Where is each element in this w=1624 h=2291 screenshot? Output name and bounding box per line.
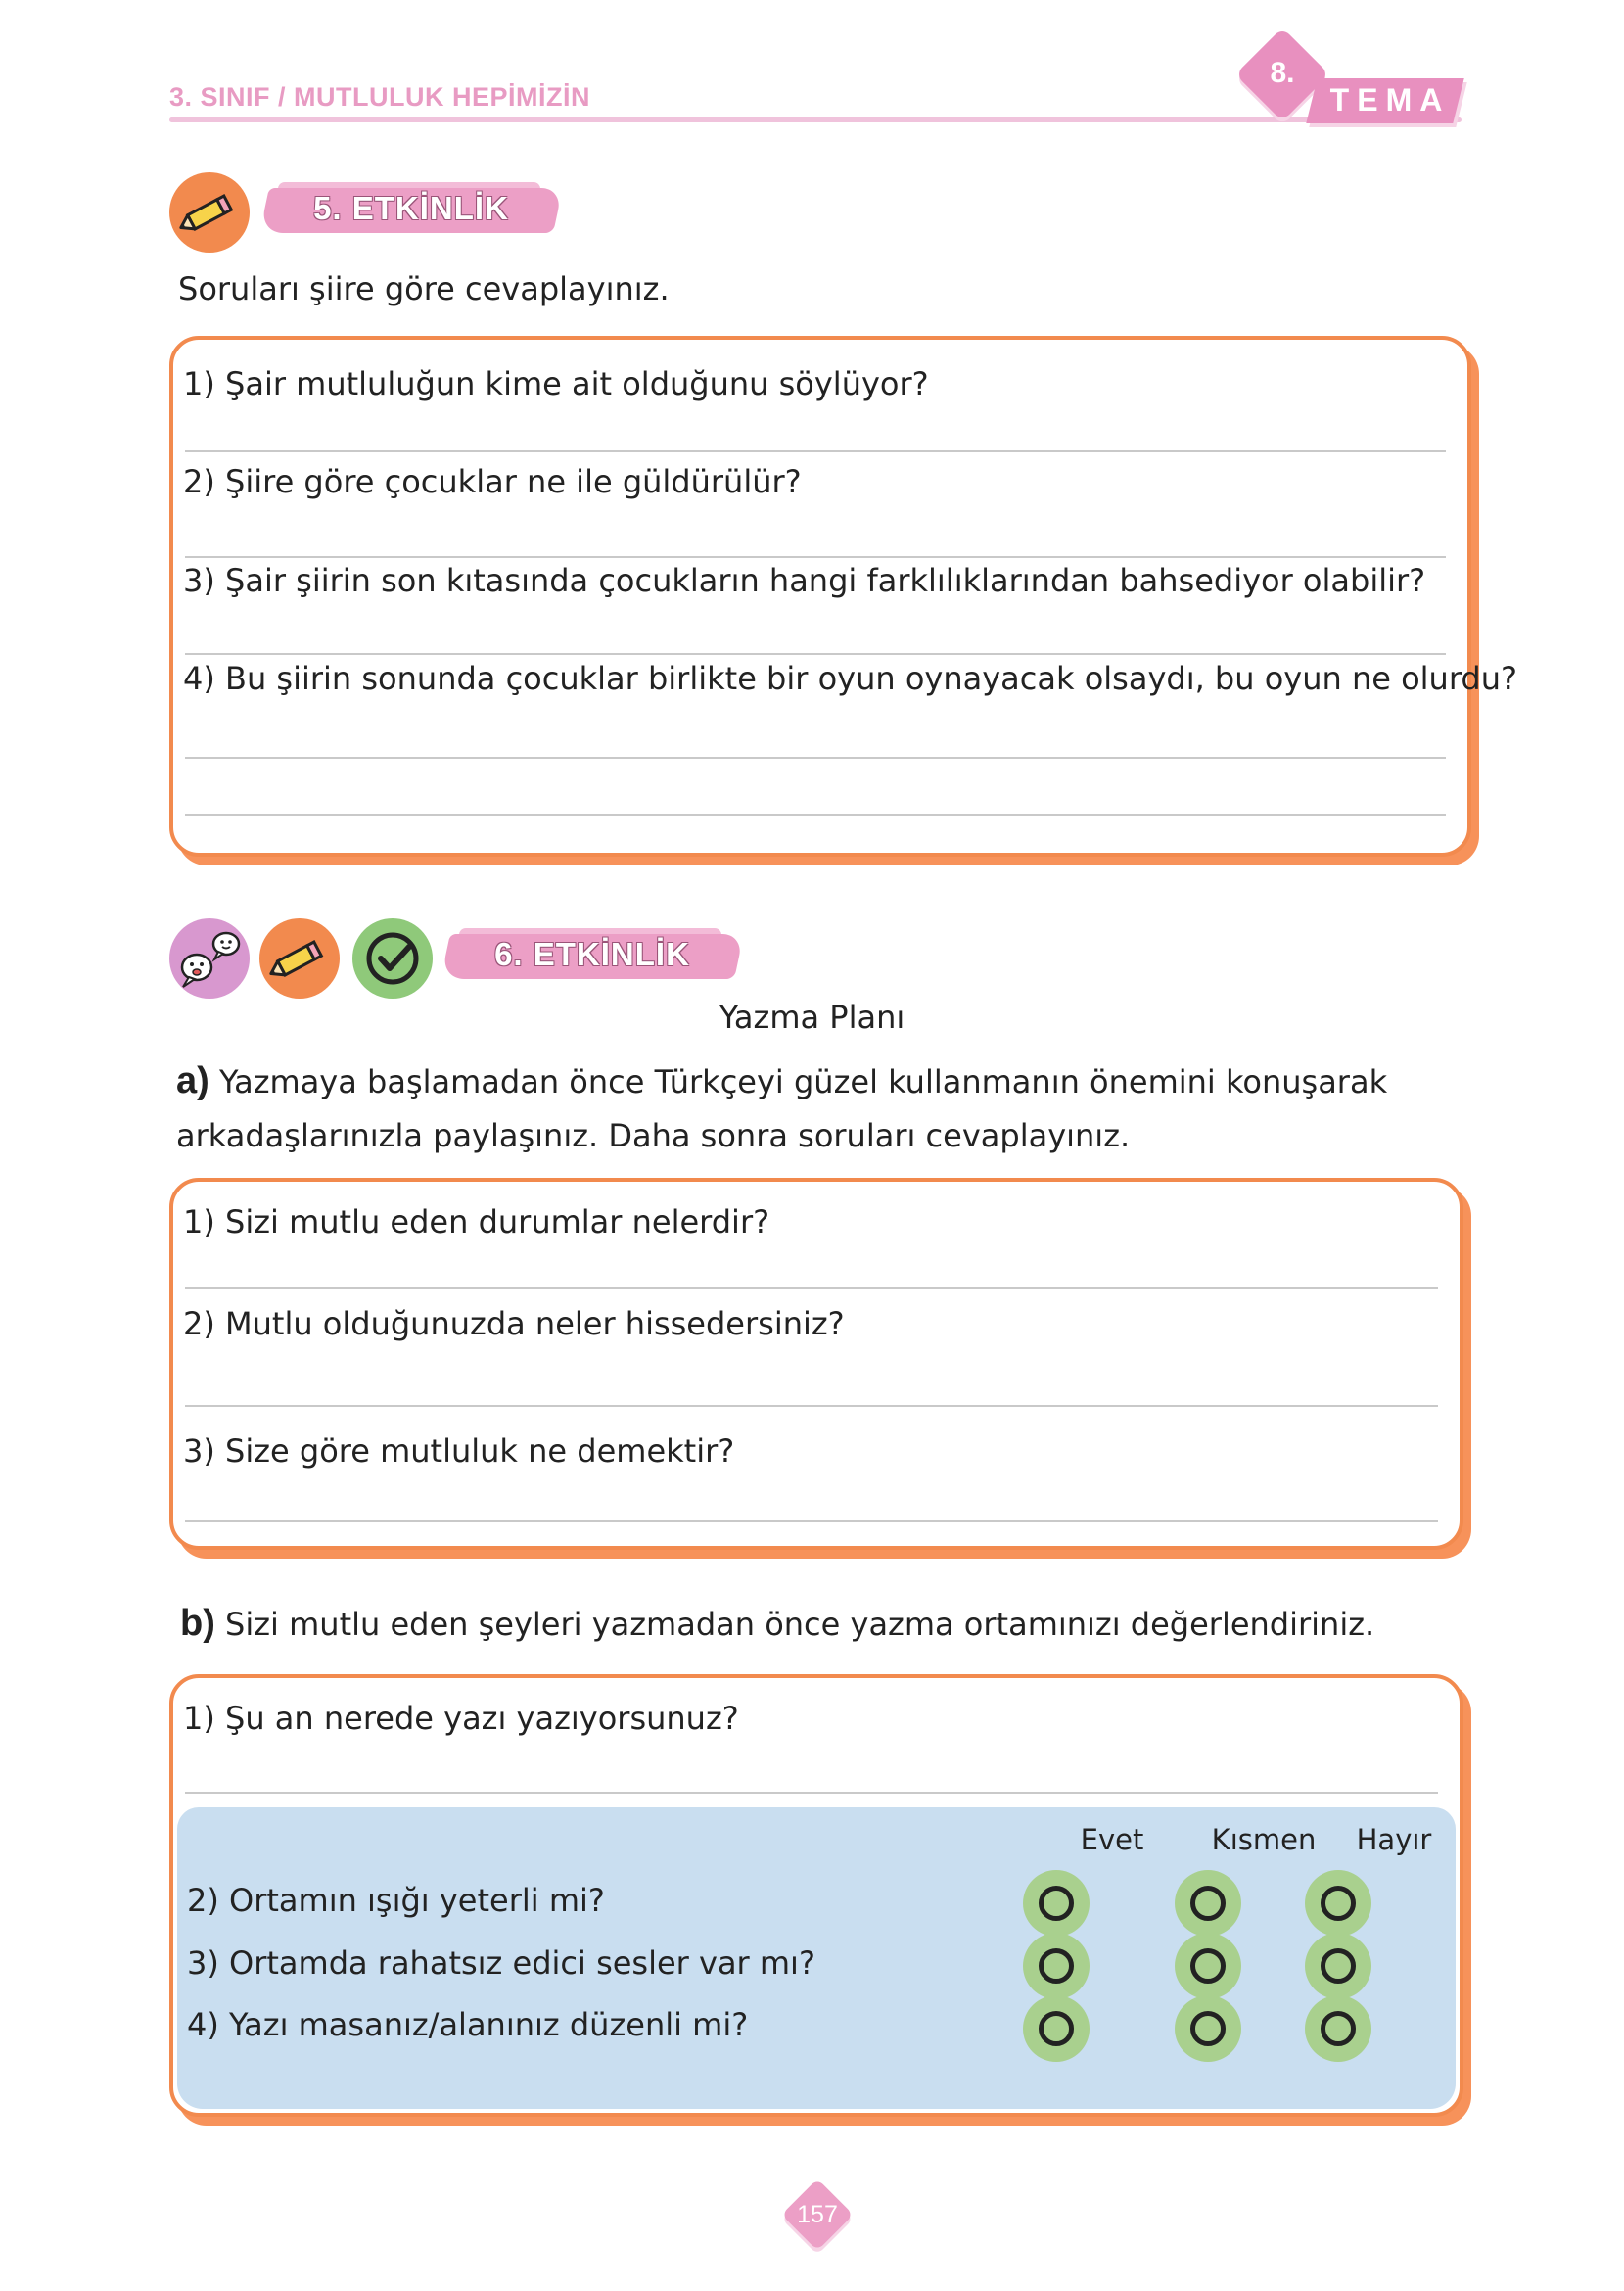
answer-line[interactable]	[185, 1287, 1438, 1289]
pencil-icon	[259, 918, 340, 999]
activity-5-instruction: Soruları şiire göre cevaplayınız.	[178, 270, 670, 307]
answer-line[interactable]	[185, 1792, 1438, 1794]
radio-row2-hayir[interactable]	[1305, 1870, 1371, 1937]
question-3: 3) Size göre mutluluk ne demektir?	[183, 1432, 735, 1470]
question-4: 4) Bu şiirin sonunda çocuklar birlikte bir oyun oynayacak olsaydı, bu oyun ne olurdu?	[183, 660, 1517, 697]
evaluation-row-3: 3) Ortamda rahatsız edici sesler var mı?	[187, 1944, 815, 1982]
theme-word: TEMA	[1329, 82, 1451, 117]
radio-row4-kismen[interactable]	[1175, 1995, 1241, 2062]
radio-row2-kismen[interactable]	[1175, 1870, 1241, 1937]
pencil-icon	[169, 172, 250, 253]
column-hayir: Hayır	[1356, 1823, 1432, 1856]
part-b-letter: b)	[180, 1603, 215, 1644]
question-1: 1) Şu an nerede yazı yazıyorsunuz?	[183, 1700, 739, 1737]
question-1: 1) Şair mutluluğun kime ait olduğunu söylüyor?	[183, 365, 929, 402]
activity-5-banner	[264, 182, 558, 233]
speech-faces-icon	[169, 918, 250, 999]
question-2: 2) Şiire göre çocuklar ne ile güldürülür?	[183, 463, 802, 500]
part-a-letter: a)	[176, 1060, 209, 1101]
part-a-text: Yazmaya başlamadan önce Türkçeyi güzel kullanmanın önemini konuşarak arkadaşlarınızla paylaşınız. Daha sonra soruları cevaplayınız.	[176, 1063, 1388, 1154]
theme-number: 8.	[1270, 57, 1295, 89]
check-icon	[352, 918, 433, 999]
answer-line[interactable]	[185, 556, 1446, 558]
question-3: 3) Şair şiirin son kıtasında çocukların hangi farklılıklarından bahsediyor olabilir?	[183, 562, 1426, 599]
part-b-question-box	[169, 1674, 1463, 2117]
part-a-question-box	[169, 1178, 1463, 1550]
radio-row3-hayir[interactable]	[1305, 1933, 1371, 1999]
answer-line[interactable]	[185, 757, 1446, 759]
radio-row3-kismen[interactable]	[1175, 1933, 1241, 1999]
activity-5-label: 5. ETKİNLİK	[313, 190, 509, 226]
radio-row4-evet[interactable]	[1023, 1995, 1090, 2062]
answer-line[interactable]	[185, 1405, 1438, 1407]
evaluation-row-4: 4) Yazı masanız/alanınız düzenli mi?	[187, 2006, 749, 2043]
evaluation-panel	[177, 1807, 1456, 2109]
page-number-badge	[778, 2175, 857, 2254]
page-number: 157	[797, 2201, 838, 2228]
answer-line[interactable]	[185, 653, 1446, 655]
part-b-instruction	[180, 1594, 1472, 1654]
radio-row4-hayir[interactable]	[1305, 1995, 1371, 2062]
column-evet: Evet	[1080, 1823, 1144, 1856]
part-b-text: Sizi mutlu eden şeyleri yazmadan önce yazma ortamınızı değerlendiriniz.	[225, 1606, 1375, 1643]
part-a-instruction	[176, 1052, 1468, 1161]
radio-row3-evet[interactable]	[1023, 1933, 1090, 1999]
question-2: 2) Mutlu olduğunuzda neler hissedersiniz?	[183, 1305, 845, 1342]
answer-line[interactable]	[185, 814, 1446, 816]
header-title: 3. SINIF / MUTLULUK HEPİMİZİN	[169, 82, 590, 112]
column-kismen: Kısmen	[1211, 1823, 1317, 1856]
activity-6-label: 6. ETKİNLİK	[494, 936, 690, 972]
answer-line[interactable]	[185, 450, 1446, 452]
question-1: 1) Sizi mutlu eden durumlar nelerdir?	[183, 1203, 770, 1240]
plan-title: Yazma Planı	[719, 999, 905, 1036]
activity-5-question-box	[169, 336, 1517, 857]
radio-row2-evet[interactable]	[1023, 1870, 1090, 1937]
activity-6-banner	[445, 928, 739, 979]
evaluation-row-2: 2) Ortamın ışığı yeterli mi?	[187, 1882, 605, 1919]
answer-line[interactable]	[185, 1520, 1438, 1522]
